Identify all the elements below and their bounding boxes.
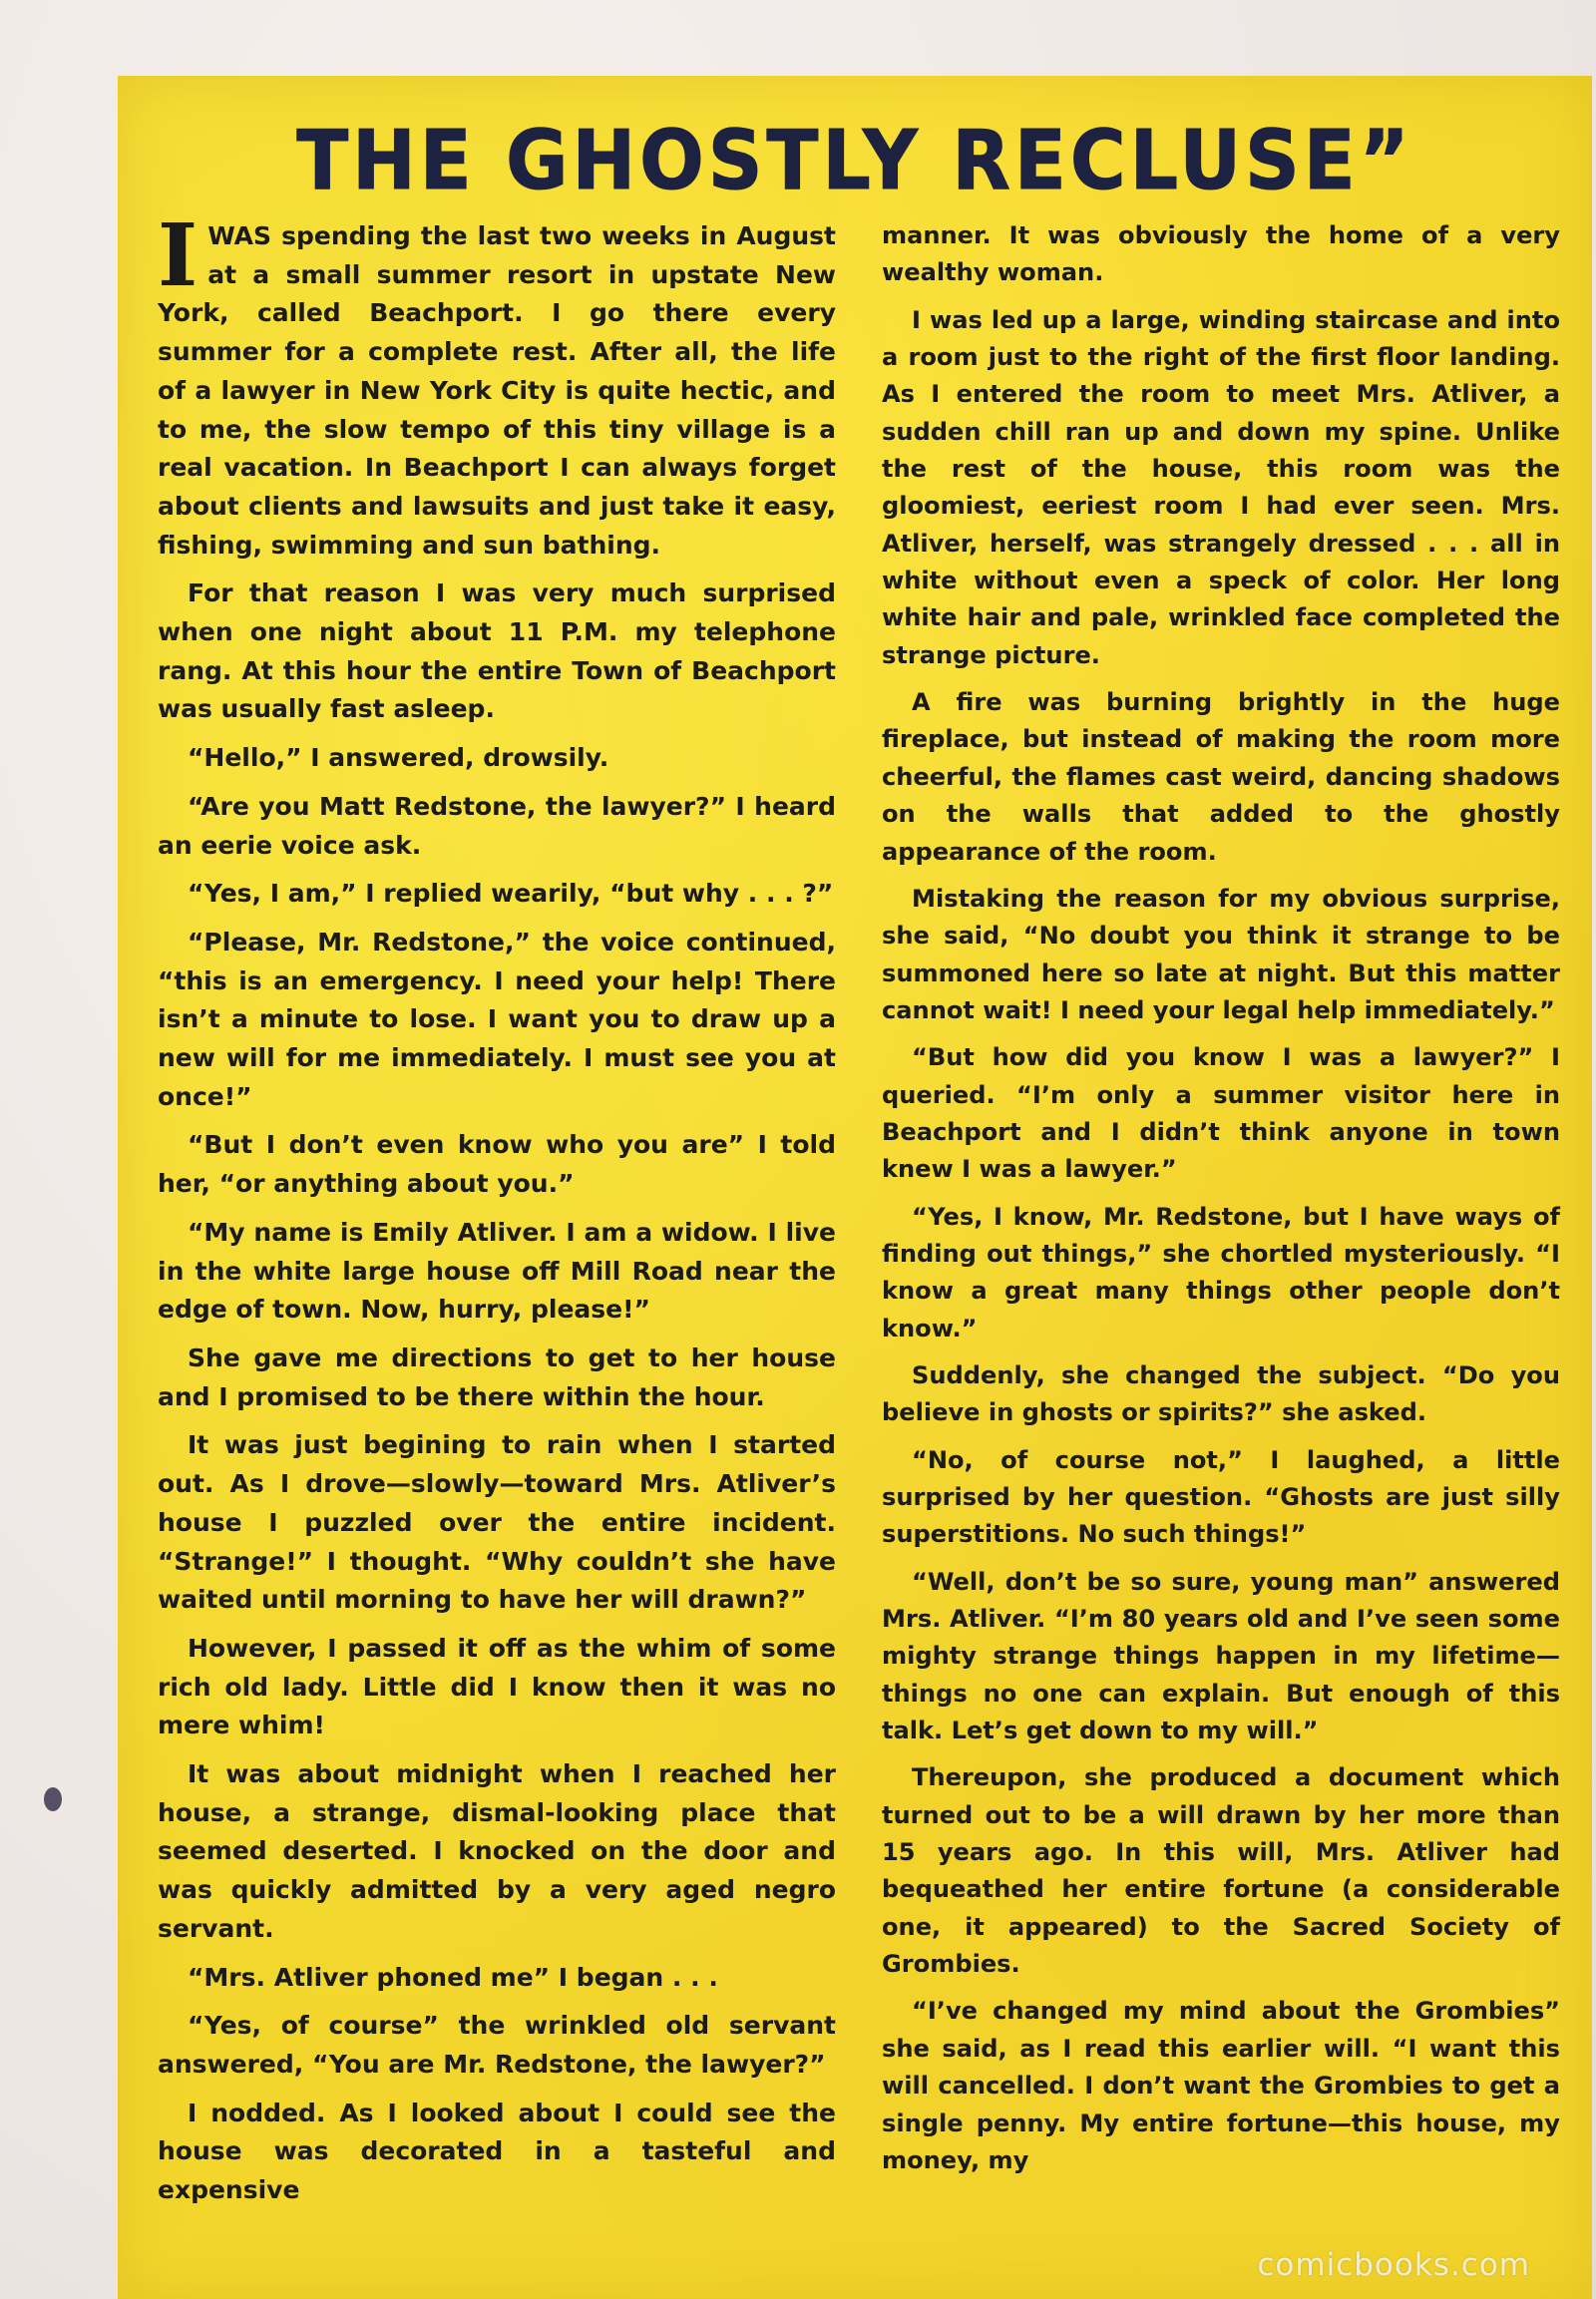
paragraph: I nodded. As I looked about I could see the house was decorated in a tasteful and expensive — [158, 2098, 836, 2205]
paragraph: “Well, don’t be so sure, young man” answered Mrs. Atliver. “I’m 80 years old and I’ve seen some mighty strange things happen in my lifetime—things no one can explain. But enough of this talk. Let’s get down to my will.” — [882, 1567, 1560, 1745]
story-title: THE GHOSTLY RECLUSE” — [296, 112, 1413, 208]
paragraph: I was led up a large, winding staircase and into a room just to the right of the first floor landing. As I entered the room to meet Mrs. Atliver, a sudden chill ran up and down my spine. Unlike the rest of the house, this room was the gloomiest, eeriest room I had ever seen. Mrs. Atliver, herself, was strangely dressed . . . all in white without even a speck of color. Her long white hair and pale, wrinkled face completed the strange picture. — [882, 305, 1560, 669]
left-column — [158, 205, 836, 2220]
paragraph: “Yes, I know, Mr. Redstone, but I have ways of finding out things,” she chortled mysteriously. “I know a great many things other people don’t know.” — [882, 1202, 1560, 1342]
paragraph: Thereupon, she produced a document which turned out to be a will drawn by her more than 15 years ago. In this will, Mrs. Atliver had bequeathed her entire fortune (a considerable one, it appeared) to the Sacred Society of Grombies. — [882, 1763, 1560, 1979]
paragraph: “I’ve changed my mind about the Grombies” she said, as I read this earlier will. “I want this will cancelled. I don’t want the Grombies to get a single penny. My entire fortune—this house, my money, my — [882, 1997, 1560, 2174]
paragraph: “Yes, I am,” I replied wearily, “but why . . . ?” — [188, 879, 834, 909]
paragraph: A fire was burning brightly in the huge fireplace, but instead of making the room more cheerful, the flames cast weird, dancing shadows on the walls that added to the ghostly appearance of the room. — [882, 688, 1560, 866]
paragraph: “But how did you know I was a lawyer?” I queried. “I’m only a summer visitor here in Beachport and I didn’t think anyone in town knew I was a lawyer.” — [882, 1043, 1560, 1184]
paragraph: She gave me directions to get to her house and I promised to be there within the hour. — [158, 1342, 836, 1411]
paragraph — [158, 205, 836, 565]
story-panel — [118, 76, 1592, 2299]
paragraph: “Are you Matt Redstone, the lawyer?” I heard an eerie voice ask. — [158, 791, 836, 860]
site-watermark: comicbooks.com — [1257, 2247, 1530, 2283]
paragraph: “Yes, of course” the wrinkled old servant answered, “You are Mr. Redstone, the lawyer?” — [158, 2011, 836, 2079]
paragraph: Suddenly, she changed the subject. “Do you believe in ghosts or spirits?” she asked. — [882, 1360, 1560, 1427]
paragraph: manner. It was obviously the home of a very wealthy woman. — [882, 221, 1560, 287]
drop-cap: I — [158, 205, 199, 306]
paragraph: “My name is Emily Atliver. I am a widow. I live in the white large house off Mill Road near the edge of town. Now, hurry, please!” — [158, 1217, 836, 1325]
paragraph: “Hello,” I answered, drowsily. — [188, 743, 609, 773]
ink-blot — [44, 1787, 62, 1811]
paragraph: For that reason I was very much surprised when one night about 11 P.M. my telephone rang. At this hour the entire Town of Beachport was usually fast asleep. — [158, 578, 836, 724]
paragraph: It was about midnight when I reached her house, a strange, dismal-looking place that seemed deserted. I knocked on the door and was quickly admitted by a very aged negro servant. — [158, 1759, 836, 1943]
paragraph: “But I don’t even know who you are” I told her, “or anything about you.” — [158, 1130, 836, 1199]
paragraph: It was just begining to rain when I started out. As I drove—slowly—toward Mrs. Atliver’s house I puzzled over the entire incident. “Strange!” I thought. “Why couldn’t she have waited until morning to have her will drawn?” — [158, 1430, 836, 1615]
paragraph: “Mrs. Atliver phoned me” I began . . . — [188, 1962, 718, 1992]
right-column — [882, 217, 1560, 2189]
paragraph-text: WAS spending the last two weeks in August at a small summer resort in upstate New York, called Beachport. I go there every summer for a complete rest. After all, the life of a lawyer in New York City is quite hectic, and to me, the slow tempo of this tiny village is a real vacation. In Beachport I can always forget about clients and lawsuits and just take it easy, fishing, swimming and sun bathing. — [158, 221, 836, 560]
paragraph: Mistaking the reason for my obvious surprise, she said, “No doubt you think it strange to be summoned here so late at night. But this matter cannot wait! I need your legal help immediately.” — [882, 884, 1560, 1024]
paragraph: “No, of course not,” I laughed, a little surprised by her question. “Ghosts are just silly superstitions. No such things!” — [882, 1445, 1560, 1549]
paragraph: However, I passed it off as the whim of some rich old lady. Little did I know then it was no mere whim! — [158, 1633, 836, 1740]
paragraph: “Please, Mr. Redstone,” the voice continued, “this is an emergency. I need your help! There isn’t a minute to lose. I want you to draw up a new will for me immediately. I must see you at once!” — [158, 927, 836, 1111]
